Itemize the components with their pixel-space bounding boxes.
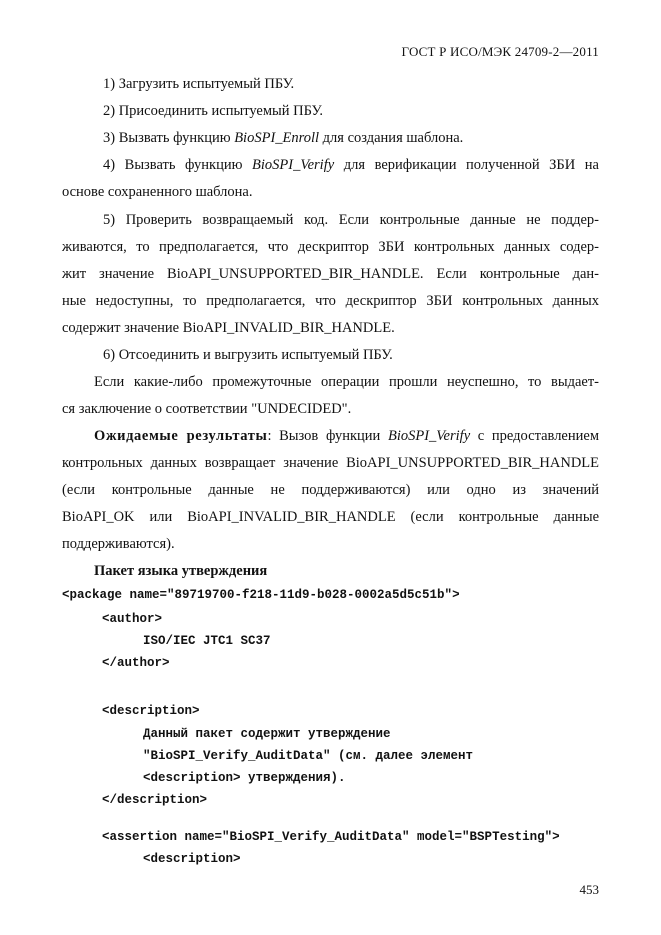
package-heading: Пакет языка утверждения (94, 563, 268, 579)
step-3 (103, 130, 463, 147)
page-number: 453 (579, 882, 599, 897)
code-line: "BioSPI_Verify_AuditData" (см. далее элемент (143, 749, 474, 763)
step-2: 2) Присоединить испытуемый ПБУ. (103, 103, 323, 119)
code-line: Данный пакет содержит утверждение (143, 727, 391, 741)
step-3-post: для создания шаблона. (319, 130, 464, 146)
function-name: BioSPI_Verify (387, 428, 471, 444)
expected-pre: : Вызов функции (267, 428, 388, 444)
step-6: 6) Отсоединить и выгрузить испытуемый ПБУ. (103, 347, 393, 363)
code-line: <package name="89719700-f218-11d9-b028-0002a5d5c51b"> (62, 588, 460, 602)
step-4-line-2: основе сохраненного шаблона. (62, 184, 253, 200)
step-4-line-1 (103, 157, 599, 174)
code-line: ISO/IEC JTC1 SC37 (143, 634, 271, 648)
expected-line-3: (если контрольные данные не поддерживаются) или одно из значений (62, 482, 599, 498)
code-line: <description> (143, 852, 241, 866)
expected-results-label: Ожидаемые результаты (94, 428, 268, 444)
function-name: BioSPI_Enroll (234, 130, 320, 146)
step-5-line-4: ные недоступны, то предполагается, что дескриптор ЗБИ контрольных данных (62, 293, 599, 309)
expected-line-4: BioAPI_OK или BioAPI_INVALID_BIR_HANDLE (если контрольные данные (62, 509, 599, 525)
standard-header: ГОСТ Р ИСО/МЭК 24709-2—2011 (401, 44, 599, 59)
step-4-post: для верификации полученной ЗБИ на (334, 157, 599, 173)
expected-line-1 (94, 428, 599, 445)
step-1: 1) Загрузить испытуемый ПБУ. (103, 76, 295, 92)
step-5-line-1: 5) Проверить возвращаемый код. Если контрольные данные не поддер- (103, 212, 599, 228)
code-line: <description> (102, 704, 200, 718)
step-5-line-2: живаются, то предполагается, что дескриптор ЗБИ контрольных данных содер- (62, 239, 599, 255)
fail-line-2: ся заключение о соответствии "UNDECIDED". (62, 401, 352, 417)
expected-post: с предоставлением (470, 428, 599, 444)
code-line: <assertion name="BioSPI_Verify_AuditData" model="BSPTesting"> (102, 830, 560, 844)
fail-line-1: Если какие-либо промежуточные операции прошли неуспешно, то выдает- (94, 374, 599, 390)
step-3-pre: 3) Вызвать функцию (103, 130, 235, 146)
step-4-pre: 4) Вызвать функцию (103, 157, 253, 173)
step-5-line-5: содержит значение BioAPI_INVALID_BIR_HANDLE. (62, 320, 395, 336)
expected-line-2: контрольных данных возвращает значение BioAPI_UNSUPPORTED_BIR_HANDLE (62, 455, 599, 471)
step-5-line-3: жит значение BioAPI_UNSUPPORTED_BIR_HANDLE. Если контрольные дан- (62, 266, 599, 282)
expected-line-5: поддерживаются). (62, 536, 175, 552)
function-name: BioSPI_Verify (252, 157, 335, 173)
code-line: <author> (102, 612, 163, 626)
code-line: </description> (102, 793, 208, 807)
code-line: <description> утверждения). (143, 771, 346, 785)
code-line: </author> (102, 656, 170, 670)
